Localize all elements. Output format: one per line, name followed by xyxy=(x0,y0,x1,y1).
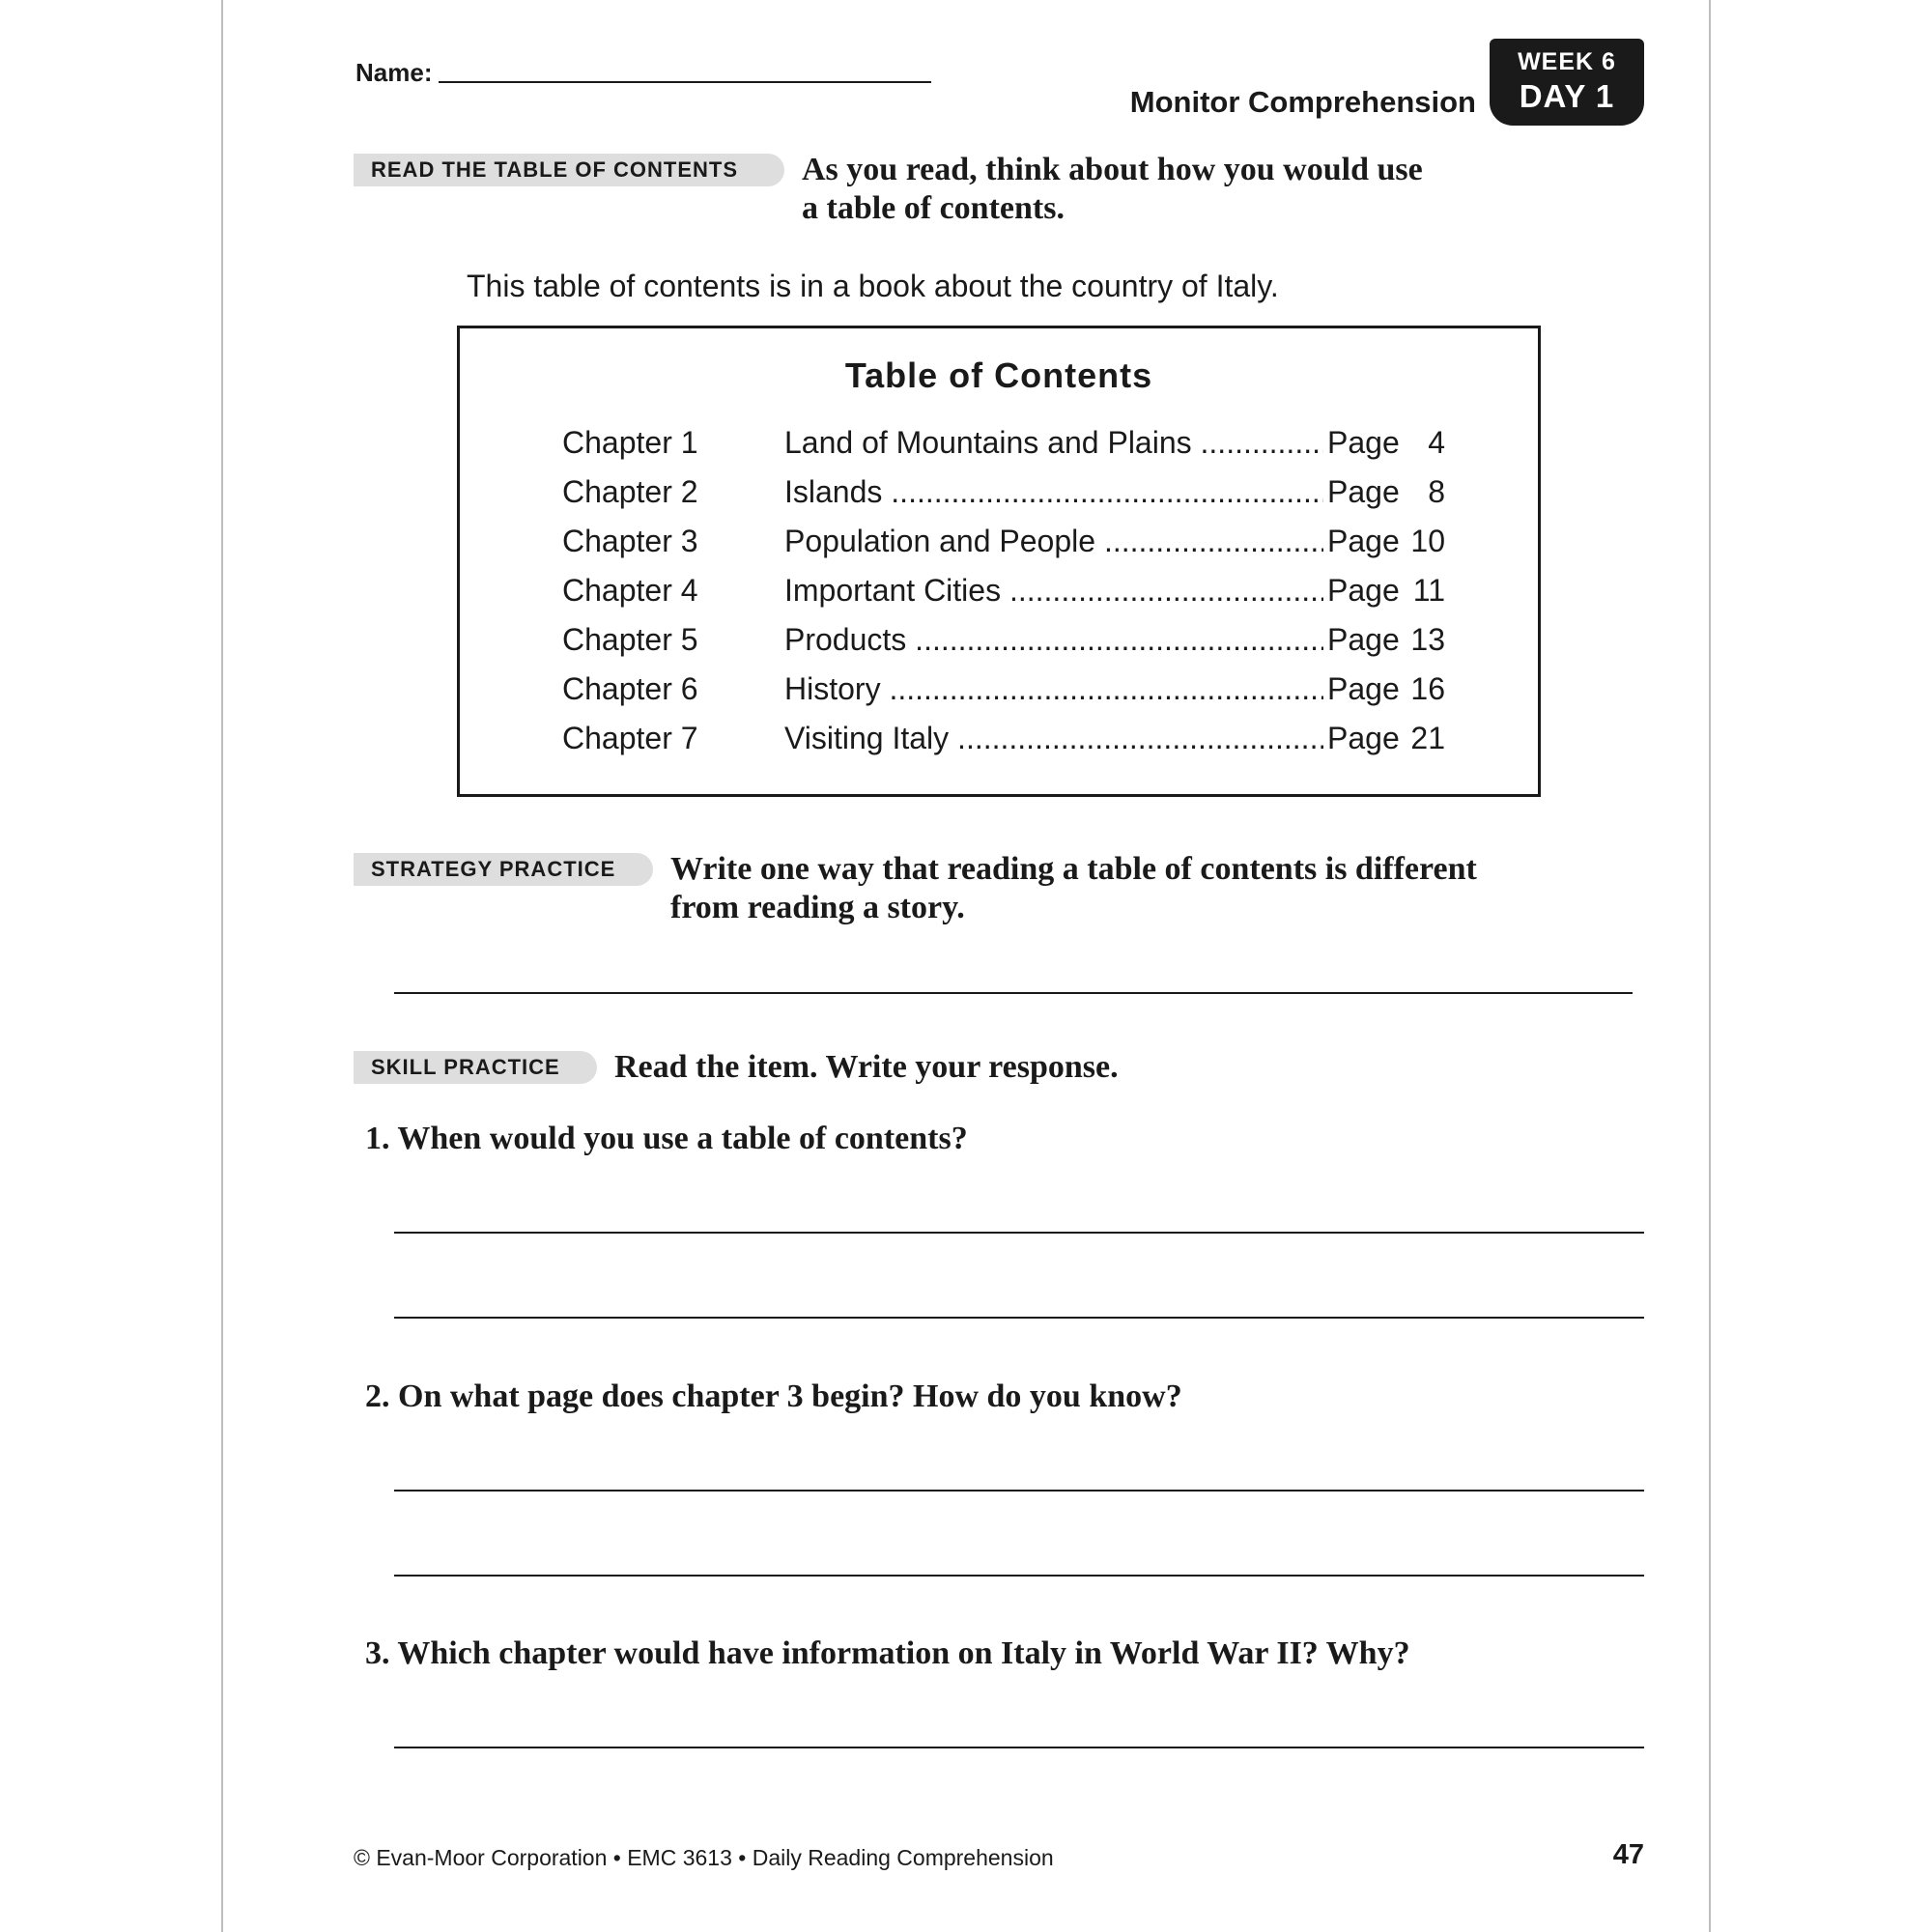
skill-instruction: Read the item. Write your response. xyxy=(614,1049,1119,1085)
toc-page-word: Page xyxy=(1327,425,1400,460)
toc-page xyxy=(1323,470,1445,513)
toc-row xyxy=(562,421,1445,464)
toc-page-number: 10 xyxy=(1410,524,1445,558)
toc-chapter-title: Important Cities ..... xyxy=(784,569,1325,611)
read-instruction-line1: As you read, think about how you would use xyxy=(802,152,1423,187)
toc-page-number: 4 xyxy=(1428,425,1445,460)
toc-chapter: Chapter 3 xyxy=(562,524,698,558)
toc-row xyxy=(562,520,1445,562)
read-instruction-line2: a table of contents. xyxy=(802,190,1065,226)
page-border-left xyxy=(221,0,223,1932)
toc-page xyxy=(1323,717,1445,759)
toc-chapter-title: Products ..... xyxy=(784,618,1325,661)
toc-chapter: Chapter 1 xyxy=(562,425,698,460)
answer-line-q2-b[interactable] xyxy=(394,1575,1644,1577)
name-field-line[interactable] xyxy=(439,81,931,83)
toc-page xyxy=(1323,520,1445,562)
toc-page xyxy=(1323,421,1445,464)
question-3: 3. Which chapter would have information on Italy in World War II? Why? xyxy=(365,1635,1410,1671)
toc-chapter-title: History ..... xyxy=(784,668,1325,710)
toc-page-number: 11 xyxy=(1412,573,1445,608)
week-label: WEEK 6 xyxy=(1518,48,1616,75)
toc-chapter-title: Islands ..... xyxy=(784,470,1325,513)
toc-chapter: Chapter 4 xyxy=(562,573,698,608)
toc-page-word: Page xyxy=(1327,573,1400,608)
toc-chapter-title: Land of Mountains and Plains ..... xyxy=(784,421,1325,464)
toc-page-word: Page xyxy=(1327,524,1400,558)
footer-copyright: © Evan-Moor Corporation • EMC 3613 • Daily Reading Comprehension xyxy=(354,1845,1054,1870)
question-1: 1. When would you use a table of contents? xyxy=(365,1121,968,1156)
skill-title: Monitor Comprehension xyxy=(1129,85,1476,119)
toc-page xyxy=(1323,569,1445,611)
toc-chapter: Chapter 6 xyxy=(562,671,698,706)
strategy-label: STRATEGY PRACTICE xyxy=(354,853,653,886)
skill-label: SKILL PRACTICE xyxy=(354,1051,597,1084)
day-label: DAY 1 xyxy=(1519,78,1615,114)
toc-page-word: Page xyxy=(1327,622,1400,657)
toc-page-word: Page xyxy=(1327,671,1400,706)
toc-chapter: Chapter 7 xyxy=(562,721,698,755)
toc-page xyxy=(1323,668,1445,710)
strategy-answer-line[interactable] xyxy=(394,992,1633,994)
toc-page-word: Page xyxy=(1327,474,1400,509)
toc-row xyxy=(562,470,1445,513)
toc-row xyxy=(562,717,1445,759)
toc-title: Table of Contents xyxy=(844,355,1153,395)
toc-page xyxy=(1323,618,1445,661)
read-section-label: READ THE TABLE OF CONTENTS xyxy=(354,154,784,186)
intro-text: This table of contents is in a book about the country of Italy. xyxy=(467,269,1279,303)
toc-page-number: 13 xyxy=(1410,622,1445,657)
toc-page-word: Page xyxy=(1327,721,1400,755)
strategy-instruction-line2: from reading a story. xyxy=(670,890,965,925)
strategy-instruction-line1: Write one way that reading a table of contents is different xyxy=(670,851,1477,887)
question-2: 2. On what page does chapter 3 begin? How do you know? xyxy=(365,1378,1182,1414)
toc-page-number: 21 xyxy=(1410,721,1445,755)
toc-row xyxy=(562,668,1445,710)
answer-line-q1-b[interactable] xyxy=(394,1317,1644,1319)
answer-line-q1-a[interactable] xyxy=(394,1232,1644,1234)
toc-chapter: Chapter 2 xyxy=(562,474,698,509)
toc-chapter-title: Visiting Italy ..... xyxy=(784,717,1325,759)
toc-row xyxy=(562,618,1445,661)
toc-page-number: 16 xyxy=(1410,671,1445,706)
toc-page-number: 8 xyxy=(1428,474,1445,509)
answer-line-q3-a[interactable] xyxy=(394,1747,1644,1748)
page-number: 47 xyxy=(1612,1839,1644,1870)
page-border-right xyxy=(1709,0,1711,1932)
toc-chapter: Chapter 5 xyxy=(562,622,698,657)
read-instruction xyxy=(802,151,1423,228)
week-day-tab xyxy=(1490,39,1644,126)
answer-line-q2-a[interactable] xyxy=(394,1490,1644,1492)
toc-row xyxy=(562,569,1445,611)
toc-chapter-title: Population and People ..... xyxy=(784,520,1325,562)
name-label: Name: xyxy=(355,58,433,87)
strategy-instruction xyxy=(670,850,1477,927)
